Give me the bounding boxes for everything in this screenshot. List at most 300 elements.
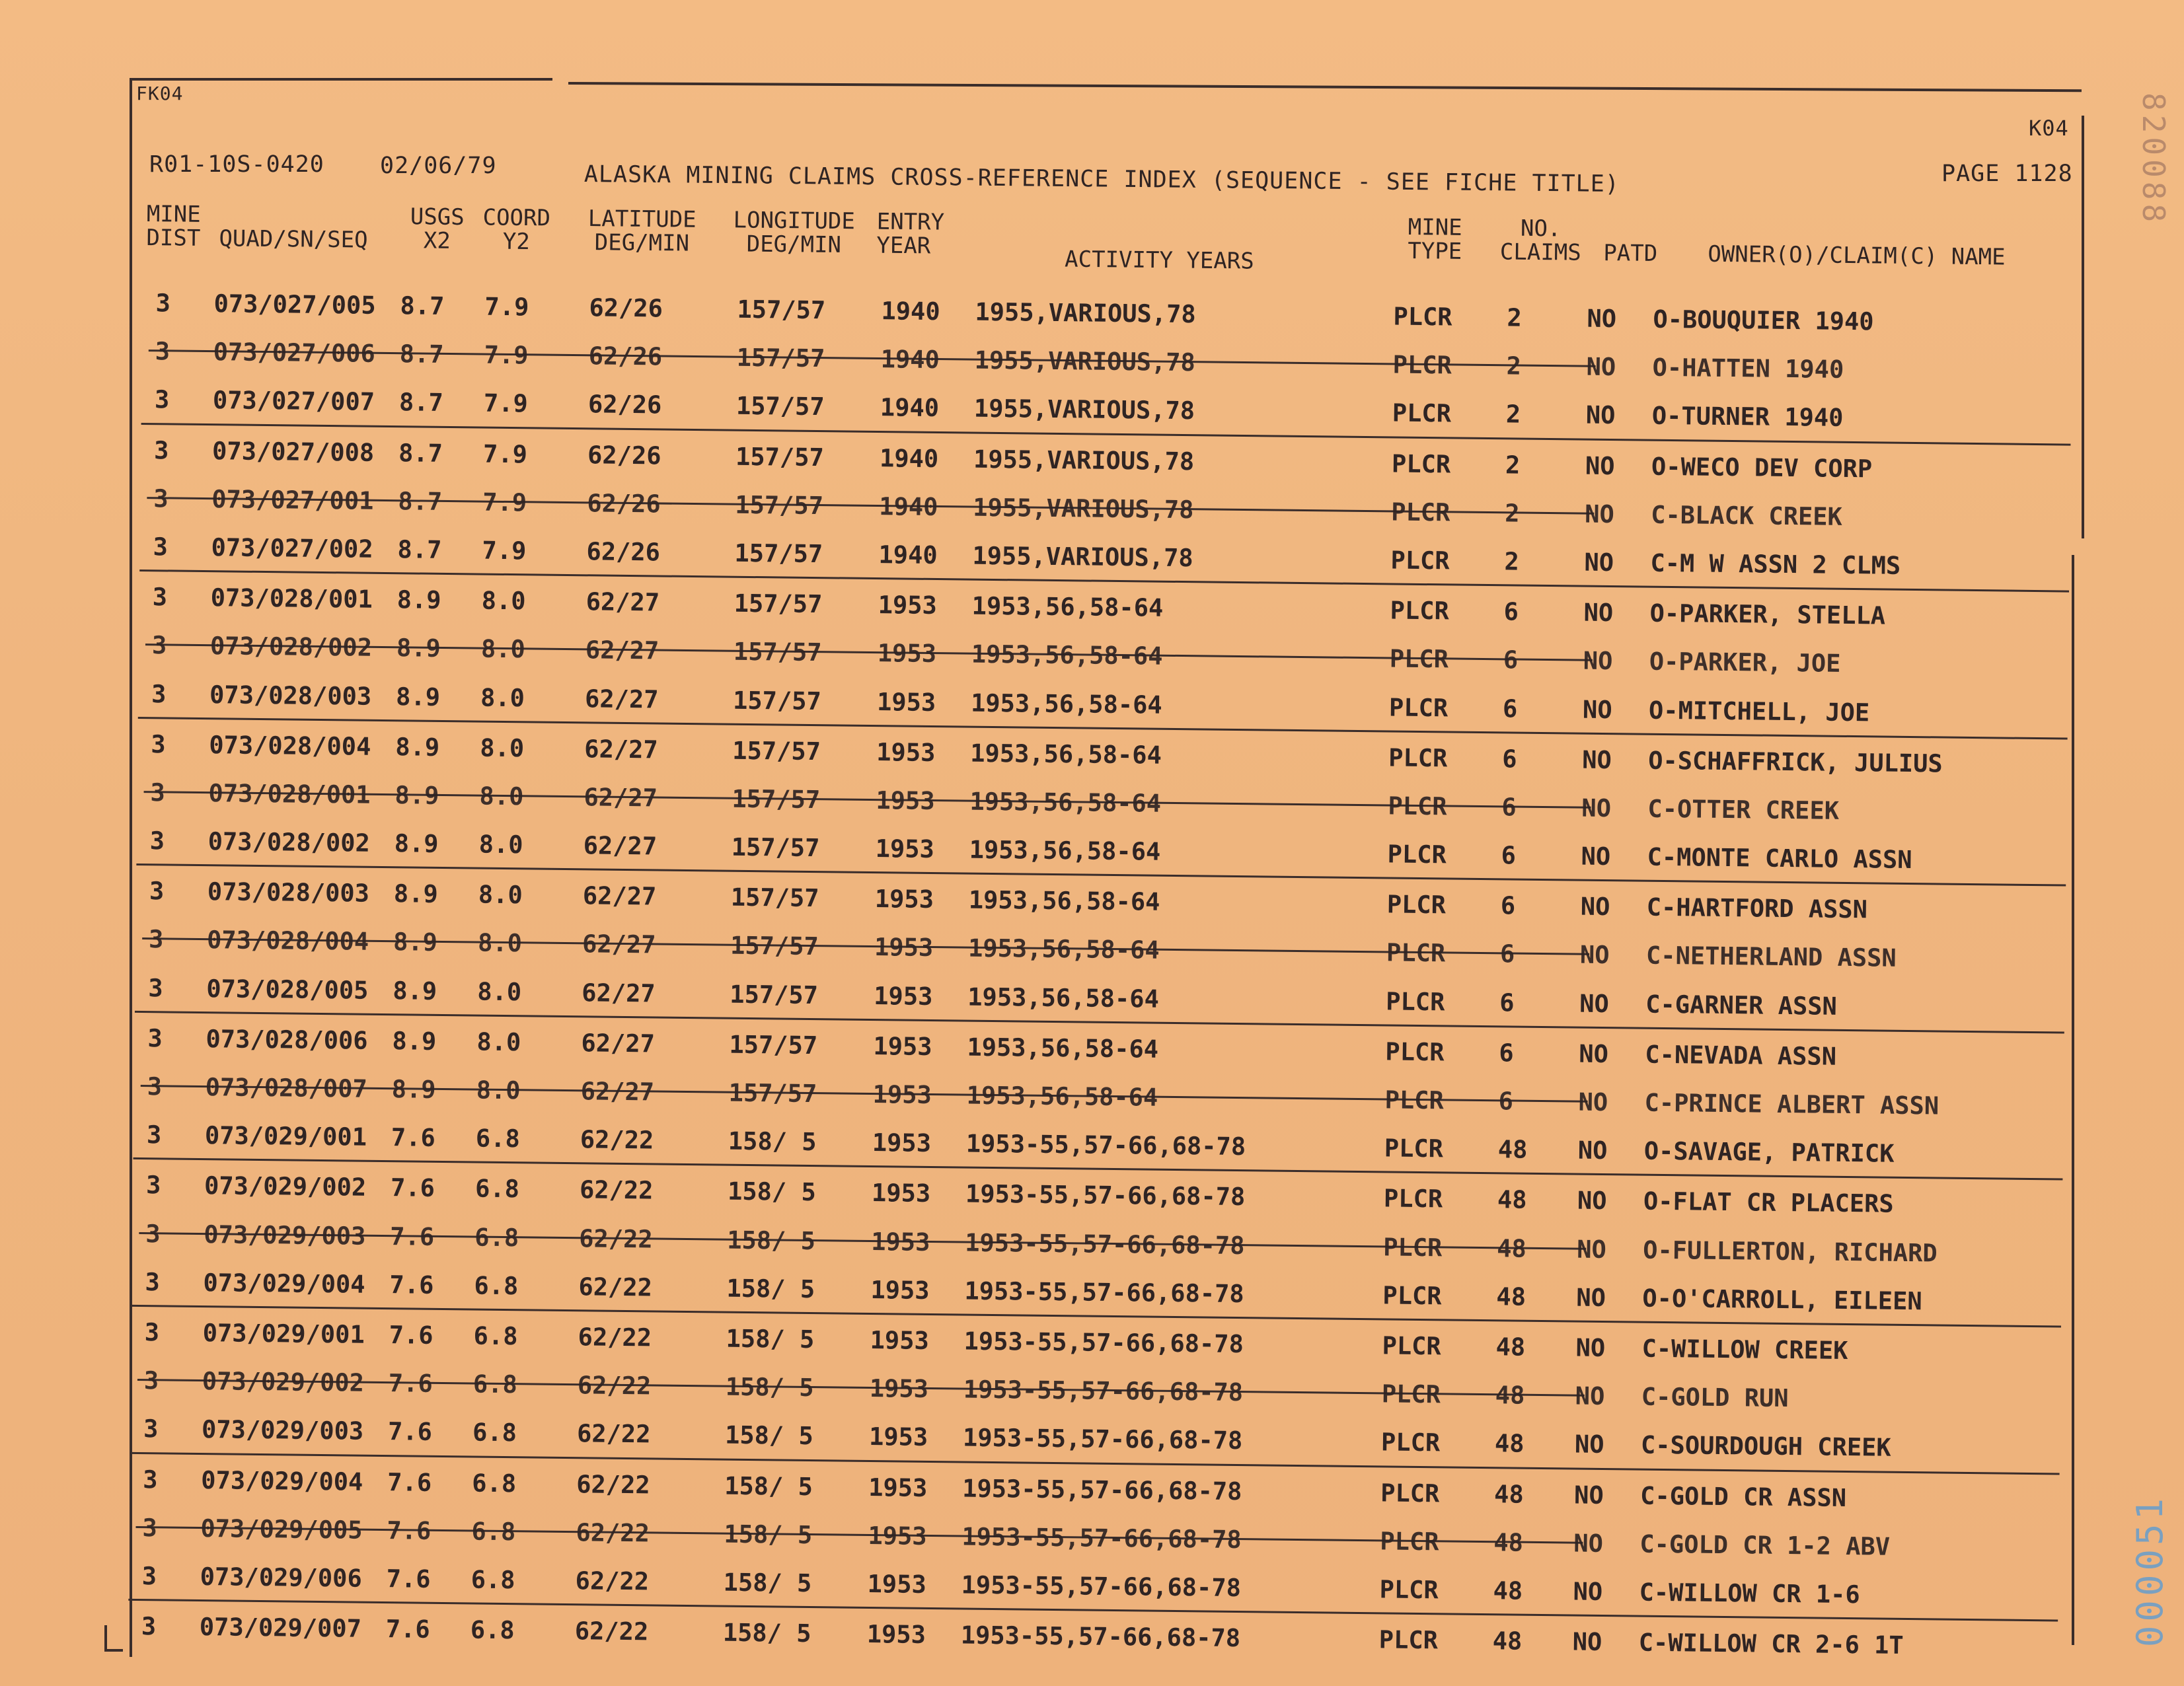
cell-quad: 073/029/001 xyxy=(202,1319,365,1349)
cell-lon: 157/57 xyxy=(734,538,823,569)
cell-claims: 2 xyxy=(1505,499,1520,528)
cell-quad: 073/029/003 xyxy=(201,1415,364,1446)
cell-x2: 8.9 xyxy=(393,879,438,909)
cell-x2: 8.7 xyxy=(398,388,444,418)
cell-entry: 1953 xyxy=(871,1227,930,1257)
cell-entry: 1953 xyxy=(876,737,936,767)
cell-dist: 3 xyxy=(153,484,169,513)
cell-patd: NO xyxy=(1582,695,1612,724)
cell-x2: 7.6 xyxy=(386,1564,431,1594)
cell-type: PLCR xyxy=(1380,1527,1439,1557)
cell-claims: 6 xyxy=(1502,694,1518,723)
col-owner-claim-name: OWNER(O)/CLAIM(C) NAME xyxy=(1708,240,2006,271)
col-quad: QUAD/SN/SEQ xyxy=(219,225,368,254)
cell-entry: 1940 xyxy=(879,492,938,521)
cell-lat: 62/27 xyxy=(582,978,656,1008)
cell-lat: 62/22 xyxy=(578,1272,653,1302)
cell-claims: 6 xyxy=(1501,841,1517,870)
col-mine-type: MINE TYPE xyxy=(1408,213,1462,265)
cell-quad: 073/027/006 xyxy=(213,338,376,368)
cell-activity: 1953-55,57-66,68-78 xyxy=(961,1522,1242,1554)
cell-x2: 7.6 xyxy=(385,1615,430,1644)
cell-quad: 073/028/002 xyxy=(209,632,373,663)
cell-quad: 073/027/005 xyxy=(213,289,376,320)
cell-entry: 1953 xyxy=(874,933,934,963)
cell-x2: 8.9 xyxy=(394,829,439,858)
cell-name: O-WECO DEV CORP xyxy=(1651,452,1873,483)
cell-quad: 073/029/003 xyxy=(204,1220,366,1251)
cell-activity: 1953-55,57-66,68-78 xyxy=(963,1327,1244,1359)
cell-dist: 3 xyxy=(143,1414,159,1444)
col-coord: COORD Y2 xyxy=(482,204,551,256)
cell-lat: 62/22 xyxy=(578,1323,652,1352)
cell-name: C-NEVADA ASSN xyxy=(1645,1040,1837,1071)
cell-x2: 7.6 xyxy=(388,1369,433,1398)
cell-x2: 8.9 xyxy=(392,1026,437,1056)
cell-lon: 157/57 xyxy=(732,736,821,766)
cell-name: C-WILLOW CREEK xyxy=(1641,1334,1848,1365)
cell-y2: 6.8 xyxy=(474,1223,519,1252)
cell-claims: 6 xyxy=(1498,1087,1514,1116)
cell-type: PLCR xyxy=(1378,1625,1439,1655)
cell-patd: NO xyxy=(1587,304,1617,334)
cell-activity: 1955,VARIOUS,78 xyxy=(973,493,1194,524)
frame-line xyxy=(2072,555,2074,1645)
cell-y2: 8.0 xyxy=(480,733,525,762)
cell-activity: 1953,56,58-64 xyxy=(966,1081,1158,1112)
cell-y2: 8.0 xyxy=(479,782,524,811)
cell-activity: 1953,56,58-64 xyxy=(967,1033,1159,1064)
cell-type: PLCR xyxy=(1387,840,1447,869)
cell-claims: 48 xyxy=(1496,1233,1527,1263)
cell-name: C-BLACK CREEK xyxy=(1651,500,1843,531)
cell-x2: 8.7 xyxy=(398,438,443,468)
cell-name: C-WILLOW CR 2-6 1T xyxy=(1638,1628,1904,1660)
cell-claims: 48 xyxy=(1497,1135,1528,1164)
cell-name: O-O'CARROLL, EILEEN xyxy=(1642,1284,1922,1315)
cell-dist: 3 xyxy=(151,679,167,708)
cell-entry: 1953 xyxy=(866,1620,926,1650)
cell-activity: 1953-55,57-66,68-78 xyxy=(964,1276,1244,1308)
cell-x2: 8.9 xyxy=(396,585,441,615)
cell-quad: 073/028/006 xyxy=(206,1024,368,1055)
cell-claims: 6 xyxy=(1499,988,1515,1017)
cell-activity: 1953,56,58-64 xyxy=(969,787,1162,818)
cell-name: C-WILLOW CR 1-6 xyxy=(1639,1578,1860,1609)
cell-claims: 6 xyxy=(1503,597,1519,626)
cell-entry: 1953 xyxy=(872,1128,932,1158)
report-date: 02/06/79 xyxy=(380,153,497,179)
cell-x2: 7.6 xyxy=(389,1270,434,1300)
frame-line xyxy=(568,82,2082,92)
cell-y2: 7.9 xyxy=(482,488,527,517)
cell-type: PLCR xyxy=(1381,1379,1441,1409)
cell-dist: 3 xyxy=(143,1366,159,1395)
cell-dist: 3 xyxy=(145,1171,161,1200)
cell-y2: 7.9 xyxy=(482,536,527,566)
cell-x2: 8.9 xyxy=(391,1075,436,1104)
cell-lon: 158/ 5 xyxy=(723,1568,812,1597)
cell-lat: 62/26 xyxy=(586,537,661,567)
cell-activity: 1953-55,57-66,68-78 xyxy=(961,1570,1242,1602)
cell-dist: 3 xyxy=(143,1465,158,1494)
cell-lat: 62/27 xyxy=(582,930,656,959)
cell-entry: 1940 xyxy=(879,443,939,473)
cell-y2: 7.9 xyxy=(484,292,529,322)
cell-lon: 158/ 5 xyxy=(727,1177,816,1207)
cell-entry: 1953 xyxy=(868,1521,927,1551)
cell-x2: 8.7 xyxy=(397,535,442,564)
cell-activity: 1953,56,58-64 xyxy=(971,640,1163,671)
cell-dist: 3 xyxy=(147,1023,163,1053)
cell-dist: 3 xyxy=(152,583,168,612)
cell-claims: 48 xyxy=(1495,1381,1525,1410)
frame-line xyxy=(2082,116,2084,538)
cell-type: PLCR xyxy=(1380,1428,1441,1457)
cell-y2: 8.0 xyxy=(476,1027,521,1057)
cell-type: PLCR xyxy=(1388,743,1448,773)
cell-lat: 62/26 xyxy=(589,293,663,323)
cell-patd: NO xyxy=(1579,989,1610,1018)
cell-quad: 073/029/004 xyxy=(203,1268,365,1299)
cell-lon: 157/57 xyxy=(734,589,823,619)
cell-type: PLCR xyxy=(1388,692,1449,722)
cell-quad: 073/028/007 xyxy=(205,1073,368,1103)
cell-quad: 073/028/004 xyxy=(209,730,371,761)
cell-claims: 2 xyxy=(1505,400,1521,429)
cell-entry: 1953 xyxy=(868,1473,928,1502)
cell-claims: 2 xyxy=(1505,450,1521,480)
cell-lon: 157/57 xyxy=(735,442,825,472)
cell-type: PLCR xyxy=(1385,1037,1445,1067)
cell-name: C-NETHERLAND ASSN xyxy=(1645,941,1897,973)
cell-lat: 62/22 xyxy=(574,1617,649,1646)
cell-claims: 6 xyxy=(1499,939,1515,969)
cell-patd: NO xyxy=(1576,1235,1607,1264)
cell-y2: 8.0 xyxy=(477,928,523,958)
cell-type: PLCR xyxy=(1386,987,1445,1017)
cell-dist: 3 xyxy=(153,532,169,562)
cell-entry: 1953 xyxy=(878,591,938,620)
cell-dist: 3 xyxy=(142,1513,158,1543)
cell-patd: NO xyxy=(1580,892,1610,922)
cell-dist: 3 xyxy=(148,925,164,954)
cell-claims: 48 xyxy=(1496,1282,1526,1311)
cell-lon: 157/57 xyxy=(728,1078,817,1109)
cell-patd: NO xyxy=(1585,499,1615,529)
cell-entry: 1940 xyxy=(880,393,940,423)
cell-lon: 158/ 5 xyxy=(725,1372,814,1403)
cell-lon: 157/57 xyxy=(731,832,820,863)
cell-quad: 073/028/003 xyxy=(207,877,370,908)
cell-lat: 62/27 xyxy=(581,1029,656,1058)
corner-label: FK04 xyxy=(136,83,184,104)
cell-patd: NO xyxy=(1585,401,1616,430)
cell-dist: 3 xyxy=(146,1120,162,1150)
cell-y2: 6.8 xyxy=(471,1517,516,1546)
cell-type: PLCR xyxy=(1388,791,1447,821)
cell-dist: 3 xyxy=(151,729,166,759)
cell-x2: 7.6 xyxy=(387,1467,432,1497)
cell-patd: NO xyxy=(1585,451,1615,480)
cell-lon: 157/57 xyxy=(736,343,825,373)
cell-patd: NO xyxy=(1577,1136,1608,1165)
cell-patd: NO xyxy=(1572,1627,1602,1657)
cell-claims: 6 xyxy=(1501,793,1517,822)
col-longitude: LONGITUDE DEG/MIN xyxy=(733,207,856,259)
cell-y2: 6.8 xyxy=(474,1174,520,1204)
cell-activity: 1953-55,57-66,68-78 xyxy=(965,1129,1246,1161)
report-id: R01-10S-0420 xyxy=(149,151,324,178)
cell-activity: 1955,VARIOUS,78 xyxy=(975,297,1196,329)
cell-x2: 7.6 xyxy=(390,1222,435,1251)
cell-patd: NO xyxy=(1573,1481,1604,1510)
cell-dist: 3 xyxy=(150,778,166,807)
cell-activity: 1955,VARIOUS,78 xyxy=(972,541,1193,573)
cell-entry: 1953 xyxy=(868,1422,928,1452)
cell-y2: 8.0 xyxy=(476,1076,521,1105)
cell-patd: NO xyxy=(1581,842,1611,871)
report-title: ALASKA MINING CLAIMS CROSS-REFERENCE INDEX (SEQUENCE - SEE FICHE TITLE) xyxy=(584,161,1620,198)
cell-patd: NO xyxy=(1579,941,1610,970)
cell-dist: 3 xyxy=(141,1561,157,1591)
fiche-number-top: 820088 xyxy=(2136,92,2171,227)
cell-dist: 3 xyxy=(141,1612,157,1641)
cell-dist: 3 xyxy=(151,631,167,660)
cell-patd: NO xyxy=(1586,352,1616,382)
cell-quad: 073/028/001 xyxy=(208,778,371,809)
cell-y2: 6.8 xyxy=(475,1124,520,1154)
cell-y2: 8.0 xyxy=(480,634,526,664)
cell-dist: 3 xyxy=(155,289,171,318)
cell-type: PLCR xyxy=(1379,1575,1439,1605)
page-number: PAGE 1128 xyxy=(1941,161,2073,187)
cell-entry: 1953 xyxy=(870,1325,929,1355)
cell-entry: 1940 xyxy=(880,345,940,375)
cell-type: PLCR xyxy=(1386,938,1446,968)
cell-activity: 1955,VARIOUS,78 xyxy=(974,346,1196,377)
cell-y2: 8.0 xyxy=(477,977,522,1006)
cell-patd: NO xyxy=(1575,1381,1605,1411)
cell-dist: 3 xyxy=(155,337,170,366)
cell-quad: 073/027/002 xyxy=(211,533,373,564)
col-usgs: USGS X2 xyxy=(410,203,465,254)
col-entry-year: ENTRY YEAR xyxy=(876,208,945,260)
cell-name: C-PRINCE ALBERT ASSN xyxy=(1644,1088,1939,1120)
cell-activity: 1953-55,57-66,68-78 xyxy=(963,1375,1244,1407)
cell-dist: 3 xyxy=(153,435,169,465)
col-activity-years: ACTIVITY YEARS xyxy=(1064,246,1254,275)
cell-entry: 1953 xyxy=(874,885,934,914)
cell-entry: 1953 xyxy=(874,981,933,1011)
cell-quad: 073/027/008 xyxy=(211,436,375,467)
frame-line xyxy=(130,78,552,81)
cell-patd: NO xyxy=(1573,1577,1603,1606)
cell-name: C-M W ASSN 2 CLMS xyxy=(1650,548,1901,580)
cell-lat: 62/27 xyxy=(582,881,657,911)
cell-name: C-GOLD CR 1-2 ABV xyxy=(1639,1529,1891,1561)
cell-type: PLCR xyxy=(1386,890,1447,920)
cell-x2: 7.6 xyxy=(387,1417,433,1447)
cell-type: PLCR xyxy=(1391,449,1451,478)
cell-patd: NO xyxy=(1573,1529,1604,1558)
cell-patd: NO xyxy=(1579,1039,1609,1068)
cell-claims: 48 xyxy=(1493,1576,1523,1605)
cell-claims: 48 xyxy=(1493,1479,1524,1509)
cell-lat: 62/27 xyxy=(584,783,658,813)
cell-dist: 3 xyxy=(154,385,170,414)
cell-y2: 6.8 xyxy=(472,1418,517,1448)
cell-activity: 1953,56,58-64 xyxy=(969,835,1161,866)
cell-lat: 62/22 xyxy=(577,1371,652,1401)
cell-lat: 62/26 xyxy=(587,390,662,420)
cell-lat: 62/26 xyxy=(587,489,661,519)
cell-patd: NO xyxy=(1583,598,1614,628)
cell-type: PLCR xyxy=(1392,398,1452,428)
cell-dist: 3 xyxy=(149,826,165,856)
cell-x2: 8.7 xyxy=(399,340,444,369)
cell-lat: 62/22 xyxy=(576,1419,651,1449)
cell-activity: 1953,56,58-64 xyxy=(970,739,1162,770)
cell-type: PLCR xyxy=(1390,596,1449,626)
frame-corner xyxy=(104,1625,123,1652)
cell-y2: 7.9 xyxy=(482,439,528,468)
cell-name: C-GARNER ASSN xyxy=(1645,990,1838,1021)
cell-activity: 1955,VARIOUS,78 xyxy=(973,445,1195,476)
cell-lat: 62/26 xyxy=(587,440,661,470)
cell-lat: 62/27 xyxy=(585,587,660,617)
cell-activity: 1953,56,58-64 xyxy=(970,688,1162,719)
cell-dist: 3 xyxy=(145,1267,161,1297)
cell-claims: 6 xyxy=(1502,744,1517,774)
cell-x2: 8.9 xyxy=(395,682,441,712)
cell-lon: 158/ 5 xyxy=(724,1420,813,1451)
cell-quad: 073/028/003 xyxy=(209,680,372,711)
cell-activity: 1953-55,57-66,68-78 xyxy=(965,1228,1245,1260)
cell-entry: 1953 xyxy=(871,1179,931,1208)
cell-activity: 1953-55,57-66,68-78 xyxy=(962,1423,1243,1455)
cell-dist: 3 xyxy=(144,1318,160,1347)
fiche-number: 000051 xyxy=(2129,1494,2171,1648)
cell-quad: 073/029/002 xyxy=(202,1367,365,1397)
cell-lon: 158/ 5 xyxy=(728,1126,817,1157)
claims-table xyxy=(128,277,2072,1670)
cell-activity: 1953-55,57-66,68-78 xyxy=(962,1474,1242,1506)
cell-lat: 62/27 xyxy=(584,734,658,764)
cell-x2: 7.6 xyxy=(390,1173,435,1203)
col-mine-dist: MINE DIST xyxy=(146,201,201,252)
cell-y2: 6.8 xyxy=(472,1370,517,1399)
cell-name: O-HATTEN 1940 xyxy=(1652,353,1844,385)
cell-x2: 8.7 xyxy=(398,486,443,516)
cell-x2: 7.6 xyxy=(391,1123,435,1153)
cell-claims: 6 xyxy=(1503,645,1519,675)
cell-name: C-SOURDOUGH CREEK xyxy=(1640,1430,1891,1463)
cell-lat: 62/22 xyxy=(579,1175,654,1205)
cell-x2: 8.9 xyxy=(396,634,441,663)
cell-entry: 1953 xyxy=(876,786,935,815)
cell-entry: 1940 xyxy=(878,540,938,569)
cell-dist: 3 xyxy=(145,1219,161,1248)
cell-quad: 073/029/007 xyxy=(199,1613,362,1643)
cell-name: O-FULLERTON, RICHARD xyxy=(1642,1235,1938,1268)
cell-y2: 8.0 xyxy=(478,880,523,910)
cell-y2: 6.8 xyxy=(472,1469,517,1498)
cell-lat: 62/22 xyxy=(576,1469,650,1499)
cell-name: O-MITCHELL, JOE xyxy=(1648,696,1870,727)
cell-name: O-PARKER, JOE xyxy=(1649,647,1841,678)
cell-patd: NO xyxy=(1576,1283,1606,1312)
cell-name: O-SCHAFFRICK, JULIUS xyxy=(1647,746,1943,778)
cell-type: PLCR xyxy=(1392,350,1452,380)
cell-lon: 157/57 xyxy=(730,883,819,913)
cell-type: PLCR xyxy=(1393,302,1452,332)
cell-quad: 073/028/001 xyxy=(210,583,373,614)
cell-y2: 6.8 xyxy=(470,1615,515,1645)
cell-lat: 62/22 xyxy=(579,1224,653,1253)
cell-lon: 158/ 5 xyxy=(724,1471,813,1501)
cell-dist: 3 xyxy=(147,1072,163,1101)
cell-lon: 158/ 5 xyxy=(726,1274,815,1303)
cell-patd: NO xyxy=(1574,1430,1604,1459)
cell-entry: 1953 xyxy=(872,1080,932,1109)
cell-claims: 48 xyxy=(1492,1627,1523,1656)
cell-lat: 62/22 xyxy=(580,1125,654,1155)
cell-activity: 1953-55,57-66,68-78 xyxy=(960,1621,1241,1653)
cell-lon: 157/57 xyxy=(732,784,821,815)
cell-x2: 7.6 xyxy=(389,1321,433,1350)
cell-y2: 6.8 xyxy=(474,1271,519,1300)
cell-entry: 1953 xyxy=(873,1031,932,1061)
cell-entry: 1940 xyxy=(881,297,940,326)
cell-claims: 48 xyxy=(1495,1333,1526,1362)
cell-x2: 8.9 xyxy=(393,928,438,957)
cell-name: C-HARTFORD ASSN xyxy=(1646,893,1868,924)
cell-lat: 62/22 xyxy=(575,1566,650,1596)
cell-lon: 157/57 xyxy=(737,295,826,325)
cell-lat: 62/27 xyxy=(585,636,659,665)
cell-activity: 1953,56,58-64 xyxy=(967,934,1160,965)
cell-patd: NO xyxy=(1578,1087,1608,1117)
col-patd: PATD xyxy=(1603,240,1658,267)
cell-lon: 157/57 xyxy=(730,980,819,1009)
cell-dist: 3 xyxy=(149,877,165,906)
cell-lon: 158/ 5 xyxy=(722,1618,811,1648)
cell-quad: 073/028/005 xyxy=(206,974,369,1005)
cell-quad: 073/027/001 xyxy=(211,484,374,515)
cell-x2: 8.9 xyxy=(395,781,439,810)
cell-name: C-GOLD RUN xyxy=(1641,1382,1789,1413)
corner-label-right: K04 xyxy=(2029,116,2069,141)
cell-activity: 1953,56,58-64 xyxy=(967,982,1160,1013)
cell-patd: NO xyxy=(1581,793,1612,823)
cell-name: O-TURNER 1940 xyxy=(1651,402,1844,433)
cell-entry: 1953 xyxy=(875,834,935,864)
cell-activity: 1955,VARIOUS,78 xyxy=(973,394,1195,425)
cell-activity: 1953,56,58-64 xyxy=(971,591,1164,622)
cell-name: C-MONTE CARLO ASSN xyxy=(1647,842,1912,875)
cell-claims: 48 xyxy=(1497,1185,1527,1215)
cell-quad: 073/027/007 xyxy=(212,386,375,417)
cell-x2: 8.9 xyxy=(395,732,440,762)
cell-claims: 6 xyxy=(1499,1039,1514,1068)
cell-type: PLCR xyxy=(1382,1281,1442,1311)
cell-lat: 62/26 xyxy=(588,342,663,371)
cell-type: PLCR xyxy=(1382,1232,1443,1262)
cell-claims: 48 xyxy=(1494,1429,1525,1459)
cell-name: O-PARKER, STELLA xyxy=(1649,599,1886,630)
cell-x2: 8.9 xyxy=(393,976,437,1006)
